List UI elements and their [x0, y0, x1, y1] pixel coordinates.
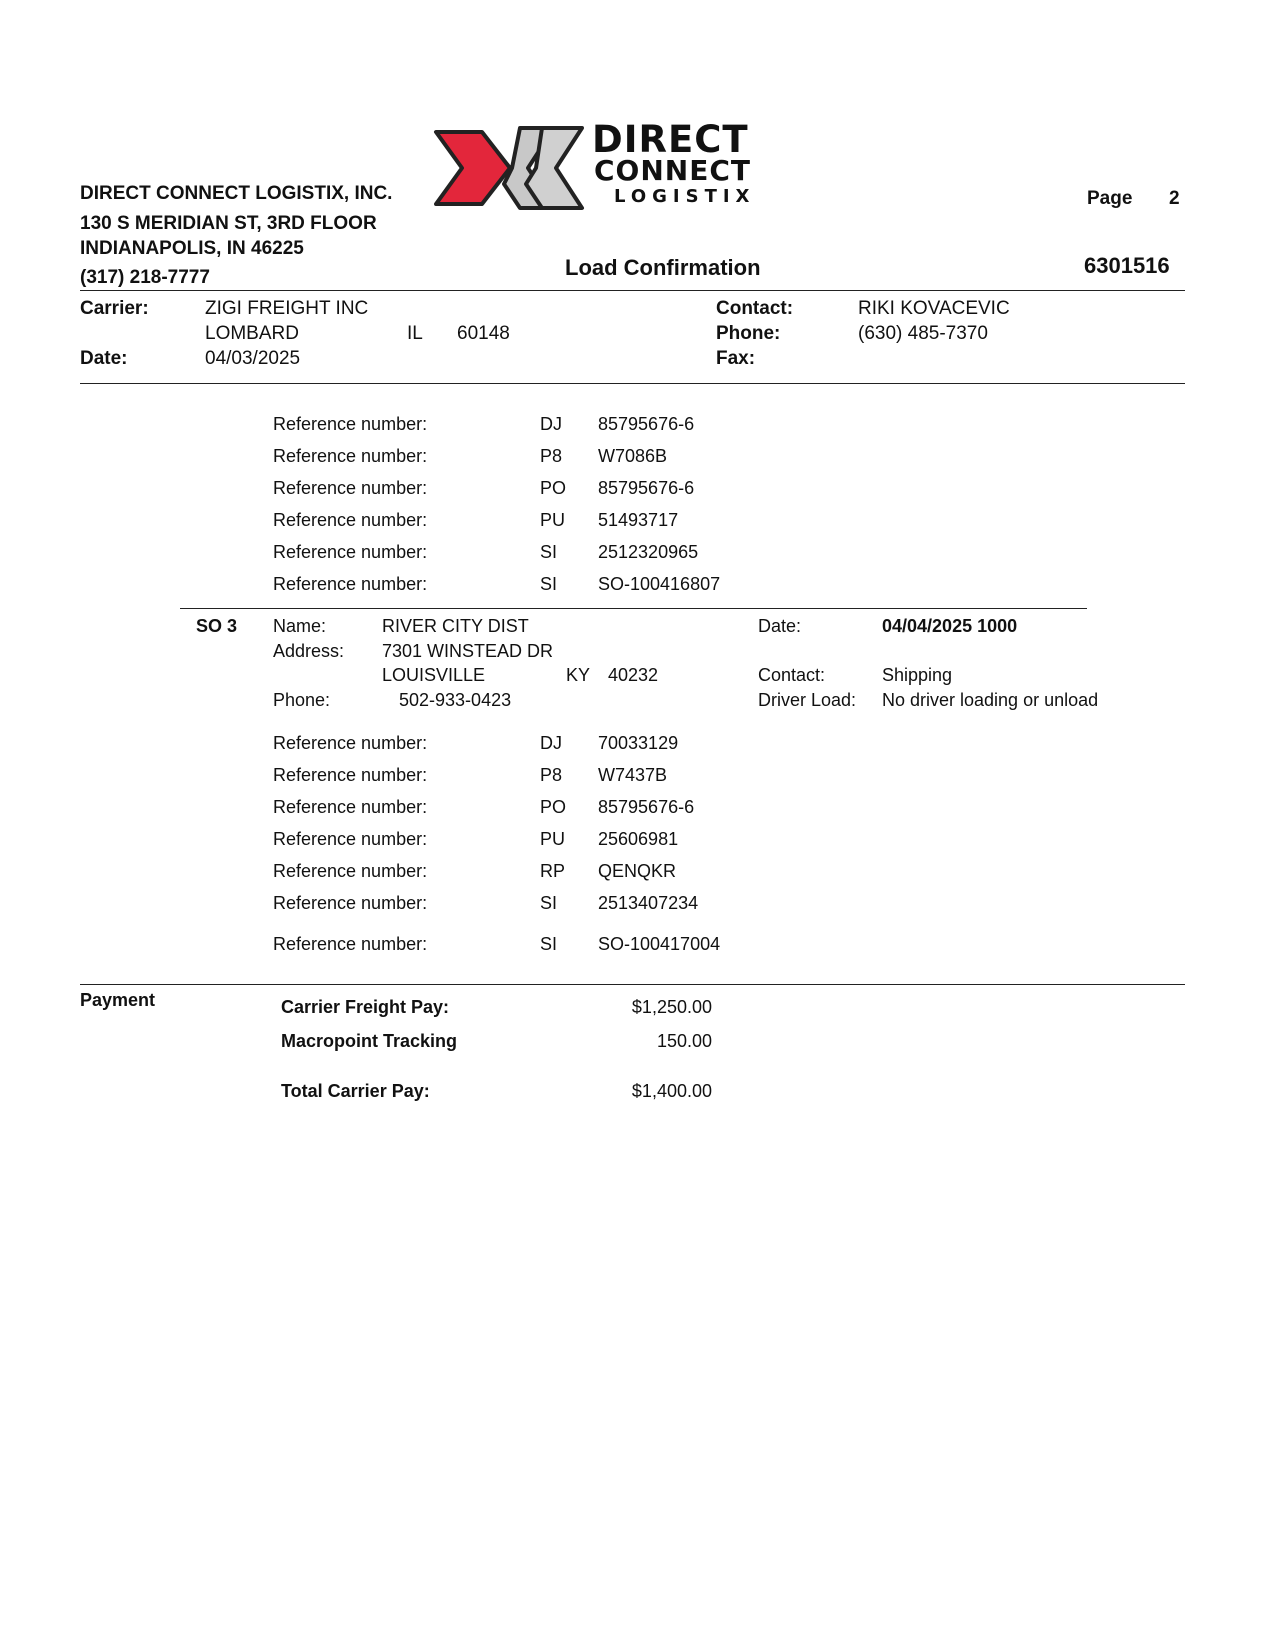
logo-line1: DIRECT [592, 118, 749, 161]
tracking-amount: 150.00 [656, 1031, 712, 1051]
carrier-divider [80, 383, 1185, 384]
stop-id: SO 3 [196, 616, 238, 636]
stop-zip: 40232 [608, 665, 659, 685]
company-street: 130 S MERIDIAN ST, 3RD FLOOR [80, 213, 377, 234]
ref-label: Reference number: [273, 510, 428, 530]
ref-code: PO [540, 478, 567, 498]
ref-code: SI [540, 934, 558, 954]
ref-value: 70033129 [598, 733, 679, 753]
ref-label: Reference number: [273, 765, 428, 785]
ref-value: SO-100416807 [598, 574, 721, 594]
ref-label: Reference number: [273, 829, 428, 849]
payment-divider [80, 984, 1185, 985]
freight-pay-label: Carrier Freight Pay: [281, 997, 450, 1017]
ref-code: DJ [540, 733, 562, 753]
ref-code: SI [540, 893, 558, 913]
logo-x-icon [432, 122, 592, 214]
ref-value: SO-100417004 [598, 934, 721, 954]
ref-label: Reference number: [273, 733, 428, 753]
stop-contact: Shipping [882, 665, 953, 685]
total-pay-amount: $1,400.00 [631, 1081, 712, 1101]
total-pay-label: Total Carrier Pay: [281, 1081, 430, 1101]
carrier-date: 04/03/2025 [205, 348, 301, 369]
ref-code: P8 [540, 765, 563, 785]
ref-value: 2513407234 [598, 893, 699, 913]
carrier-city: LOMBARD [205, 323, 299, 344]
stop-contact-label: Contact: [758, 665, 826, 685]
payment-label: Payment [80, 990, 156, 1010]
carrier-phone-label: Phone: [716, 323, 781, 344]
document-title: Load Confirmation [565, 255, 761, 280]
ref-label: Reference number: [273, 893, 428, 913]
ref-label: Reference number: [273, 478, 428, 498]
load-number: 6301516 [1084, 253, 1170, 278]
stop-date: 04/04/2025 1000 [882, 616, 1018, 636]
carrier-date-label: Date: [80, 348, 128, 369]
ref-label: Reference number: [273, 414, 428, 434]
ref-code: PU [540, 510, 566, 530]
ref-code: SI [540, 574, 558, 594]
stop-address: 7301 WINSTEAD DR [382, 641, 554, 661]
ref-value: W7437B [598, 765, 668, 785]
ref-code: PU [540, 829, 566, 849]
stop-name-label: Name: [273, 616, 327, 636]
stop-address-label: Address: [273, 641, 345, 661]
stop-date-label: Date: [758, 616, 802, 636]
ref-value: 85795676-6 [598, 797, 695, 817]
stop-city: LOUISVILLE [382, 665, 486, 685]
carrier-name: ZIGI FREIGHT INC [205, 298, 369, 319]
page-label: Page [1087, 188, 1133, 209]
stop-driver-load: No driver loading or unload [882, 690, 1099, 710]
ref-value: W7086B [598, 446, 668, 466]
ref-label: Reference number: [273, 934, 428, 954]
company-city: INDIANAPOLIS, IN 46225 [80, 238, 304, 259]
stop-driver-load-label: Driver Load: [758, 690, 857, 710]
ref-code: RP [540, 861, 566, 881]
tracking-label: Macropoint Tracking [281, 1031, 458, 1051]
carrier-contact-label: Contact: [716, 298, 794, 319]
carrier-zip: 60148 [457, 323, 510, 344]
carrier-phone: (630) 485-7370 [858, 323, 988, 344]
carrier-contact: RIKI KOVACEVIC [858, 298, 1010, 319]
carrier-label: Carrier: [80, 298, 149, 319]
ref-value: 25606981 [598, 829, 679, 849]
ref-value: 51493717 [598, 510, 679, 530]
ref-code: P8 [540, 446, 563, 466]
ref-code: SI [540, 542, 558, 562]
company-name: DIRECT CONNECT LOGISTIX, INC. [80, 183, 393, 204]
stop-state: KY [566, 665, 591, 685]
logo-line2: CONNECT [594, 154, 751, 187]
logo-line3: LOGISTIX [614, 186, 756, 207]
ref-value: 85795676-6 [598, 414, 695, 434]
ref-value: QENQKR [598, 861, 677, 881]
stop-phone-label: Phone: [273, 690, 331, 710]
ref-value: 2512320965 [598, 542, 699, 562]
stop-phone: 502-933-0423 [399, 690, 512, 710]
ref-value: 85795676-6 [598, 478, 695, 498]
carrier-state: IL [407, 323, 423, 344]
company-phone: (317) 218-7777 [80, 267, 210, 288]
ref-label: Reference number: [273, 797, 428, 817]
ref-label: Reference number: [273, 861, 428, 881]
stop-divider [180, 608, 1087, 609]
freight-pay-amount: $1,250.00 [631, 997, 712, 1017]
company-logo [432, 118, 772, 218]
header-divider [80, 290, 1185, 291]
ref-code: DJ [540, 414, 562, 434]
ref-code: PO [540, 797, 567, 817]
stop-name: RIVER CITY DIST [382, 616, 529, 636]
ref-label: Reference number: [273, 446, 428, 466]
ref-label: Reference number: [273, 574, 428, 594]
page-number: 2 [1169, 188, 1180, 209]
ref-label: Reference number: [273, 542, 428, 562]
carrier-fax-label: Fax: [716, 348, 756, 369]
